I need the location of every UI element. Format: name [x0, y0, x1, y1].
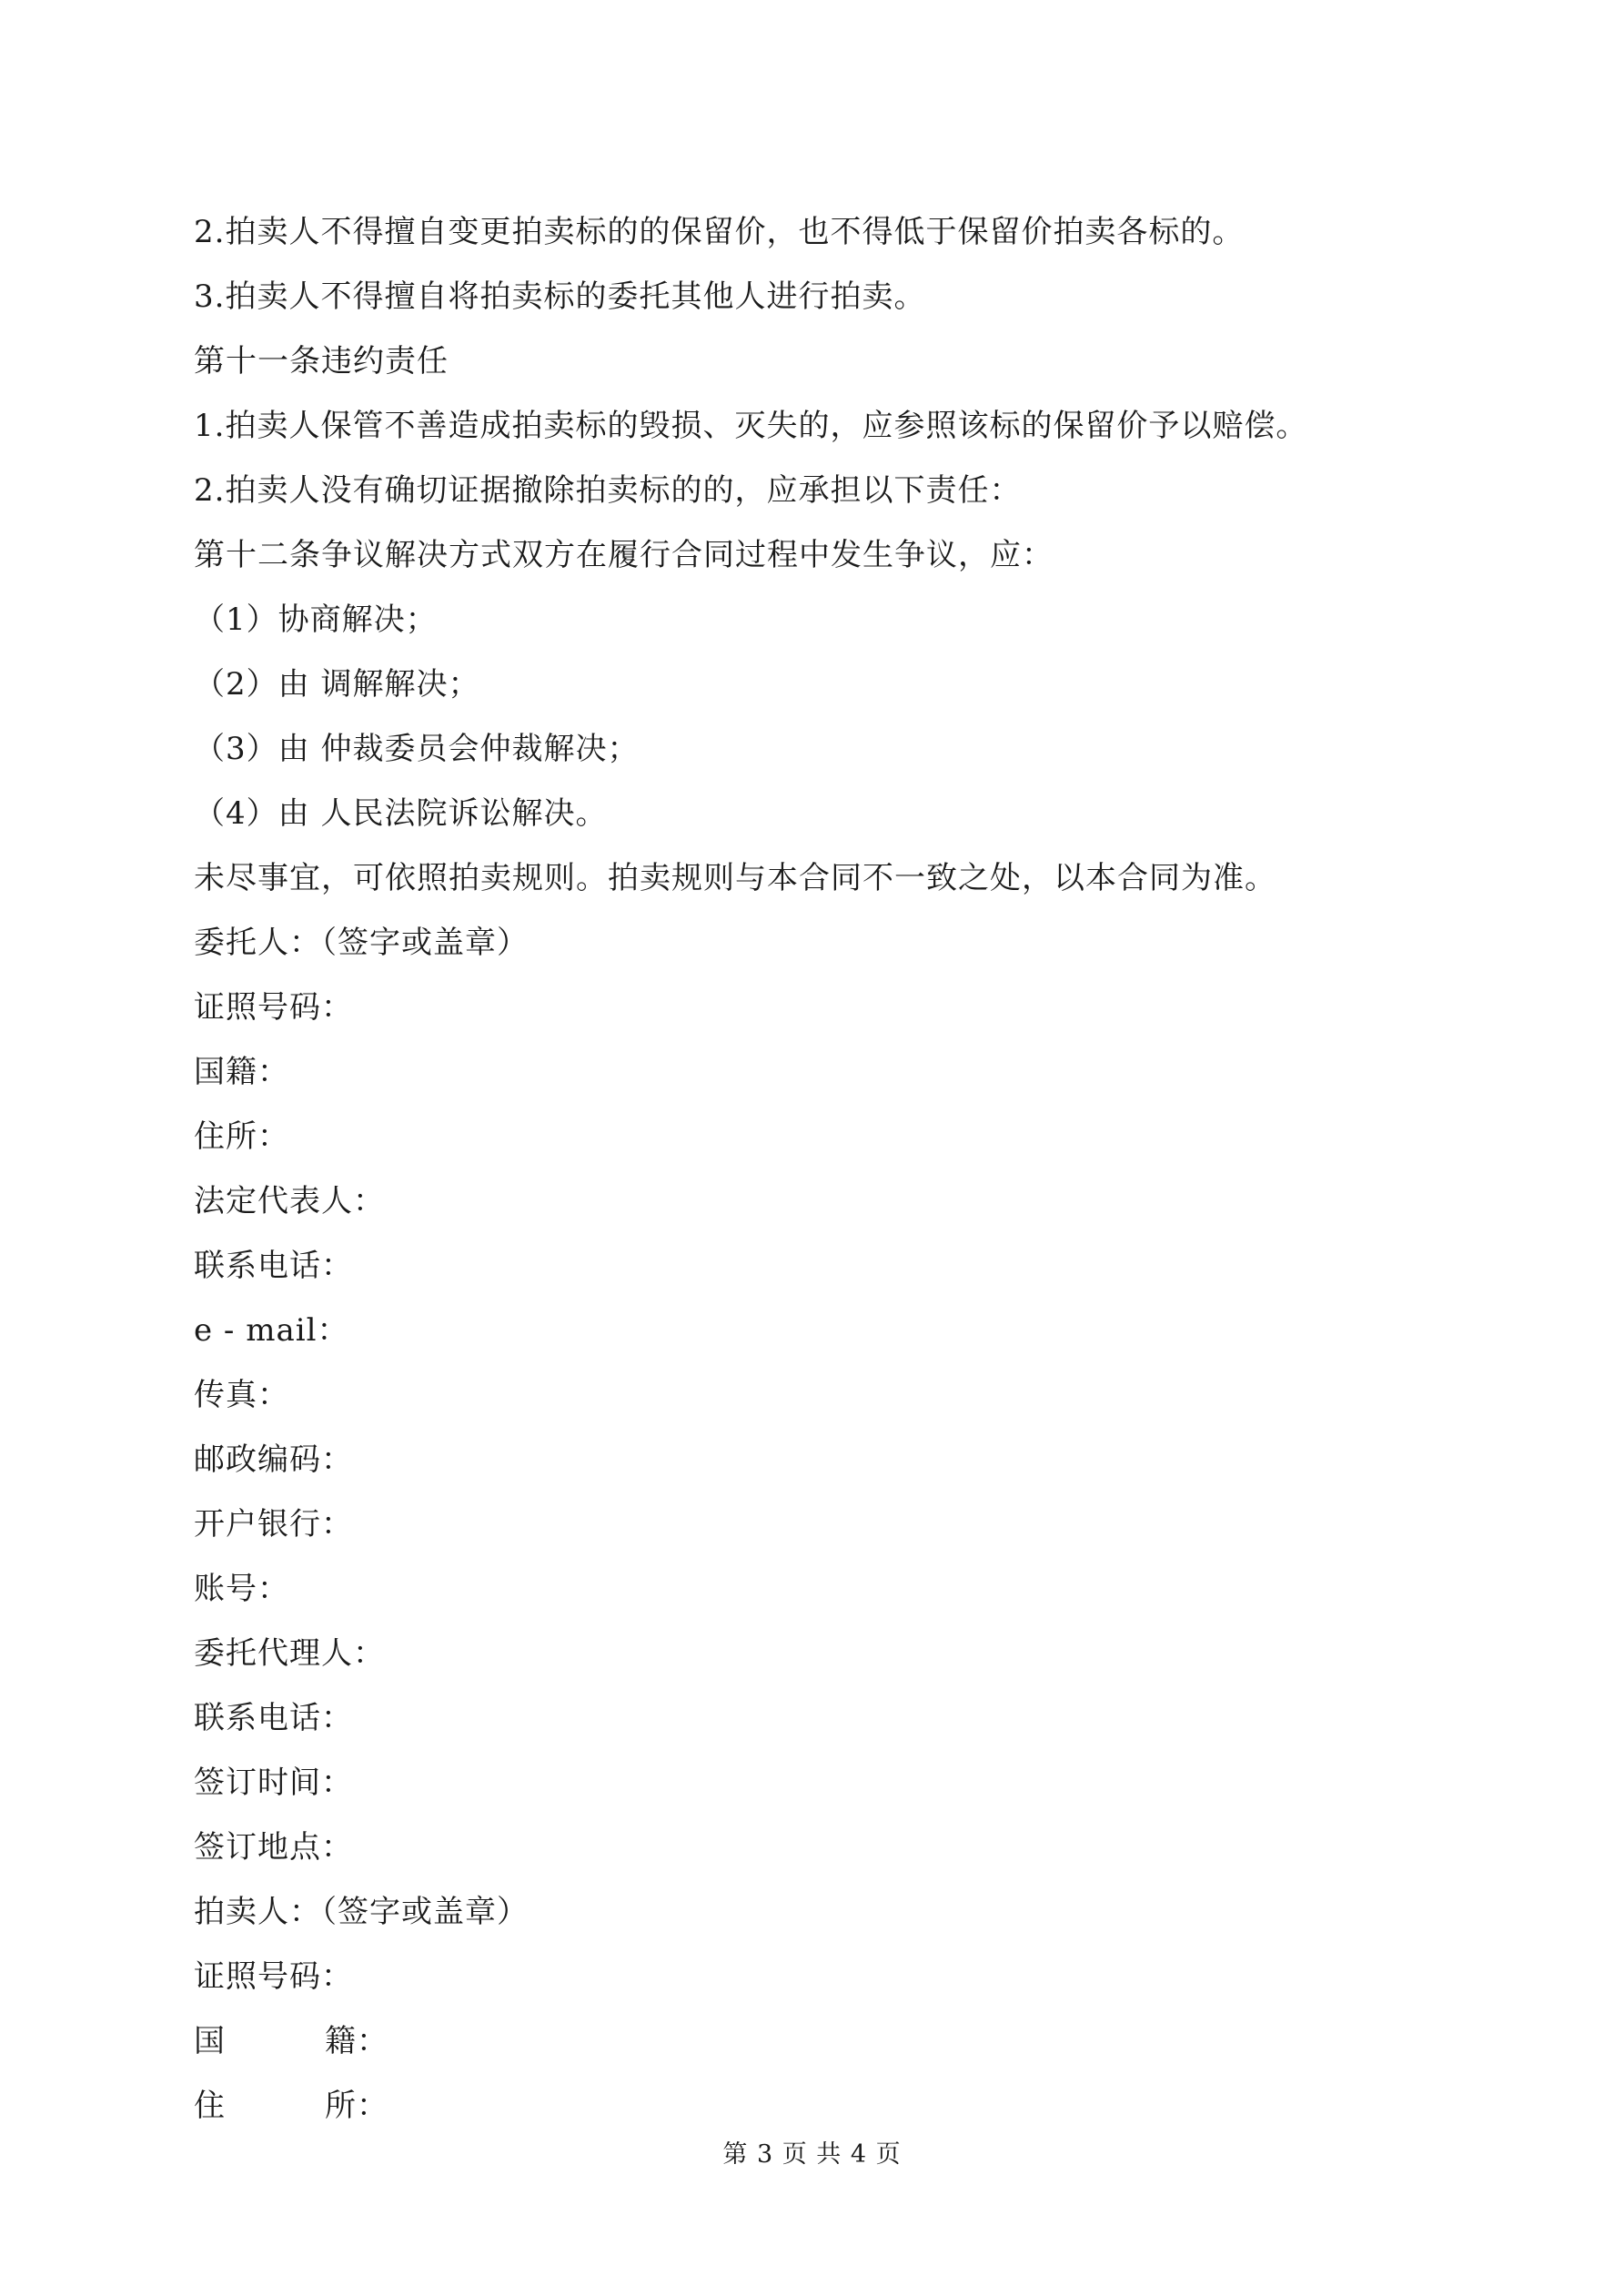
clause-1-damage-compensation: 1.拍卖人保管不善造成拍卖标的毁损、灭失的，应参照该标的保留价予以赔偿。 [194, 408, 1308, 444]
principal-address-label: 住所： [194, 1118, 289, 1155]
residence-char-2: 所： [325, 2088, 388, 2124]
document-body [194, 200, 1431, 2139]
auctioneer-nationality-text [194, 2009, 388, 2074]
dispute-option-2: （2）由 调解解决； [194, 666, 480, 703]
agent-phone-label: 联系电话： [194, 1700, 353, 1736]
residence-char-1: 住 [194, 2088, 226, 2124]
article-11-heading: 第十一条违约责任 [194, 343, 449, 379]
principal-legal-rep-label: 法定代表人： [194, 1183, 385, 1219]
clause-2-no-change-reserve-price: 2.拍卖人不得擅自变更拍卖标的的保留价，也不得低于保留价拍卖各标的。 [194, 214, 1245, 250]
clause-2-withdrawal-liability: 2.拍卖人没有确切证据撤除拍卖标的的，应承担以下责任： [194, 472, 1022, 509]
auctioneer-id-number-label: 证照号码： [194, 1958, 353, 1995]
nationality-char-2: 籍： [325, 2023, 388, 2059]
article-12-heading: 第十二条争议解决方式双方在履行合同过程中发生争议，应： [194, 537, 1054, 573]
auctioneer-address-text [194, 2074, 388, 2139]
principal-account-label: 账号： [194, 1571, 289, 1607]
signing-place-label: 签订地点： [194, 1829, 353, 1866]
principal-signature-label: 委托人：（签字或盖章） [194, 925, 529, 961]
principal-phone-label: 联系电话： [194, 1248, 353, 1284]
dispute-option-4: （4）由 人民法院诉讼解决。 [194, 795, 608, 832]
principal-id-number-label: 证照号码： [194, 989, 353, 1026]
principal-nationality-label: 国籍： [194, 1054, 289, 1090]
clause-3-no-delegation: 3.拍卖人不得擅自将拍卖标的委托其他人进行拍卖。 [194, 278, 926, 315]
principal-agent-label: 委托代理人： [194, 1635, 385, 1672]
principal-postcode-label: 邮政编码： [194, 1441, 353, 1478]
auctioneer-nationality-label [194, 2009, 1431, 2074]
principal-fax-label: 传真： [194, 1377, 289, 1413]
dispute-option-1: （1）协商解决； [194, 602, 438, 638]
dispute-option-3: （3）由 仲裁委员会仲裁解决； [194, 731, 640, 767]
nationality-char-1: 国 [194, 2023, 226, 2059]
page-footer: 第 3 页 共 4 页 [722, 2140, 902, 2169]
signing-time-label: 签订时间： [194, 1765, 353, 1801]
principal-bank-label: 开户银行： [194, 1506, 353, 1542]
principal-email-label: e - mail： [194, 1312, 349, 1349]
auctioneer-address-label [194, 2074, 1431, 2139]
miscellaneous-clause: 未尽事宜，可依照拍卖规则。拍卖规则与本合同不一致之处，以本合同为准。 [194, 860, 1276, 896]
auctioneer-signature-label: 拍卖人：（签字或盖章） [194, 1894, 529, 1930]
